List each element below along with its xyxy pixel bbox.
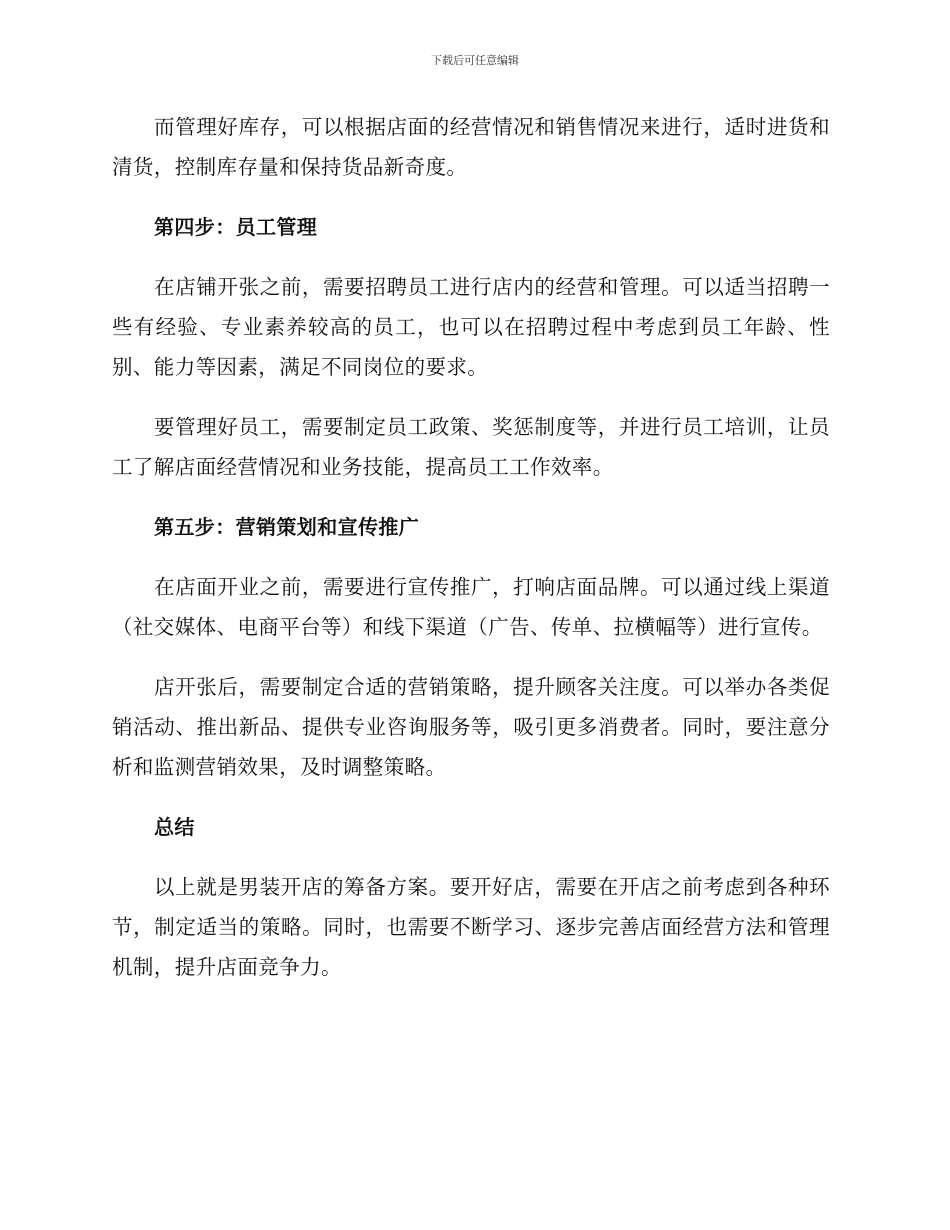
paragraph-marketing-strategy: 店开张后，需要制定合适的营销策略，提升顾客关注度。可以举办各类促销活动、推出新品、提供专业咨询服务等，吸引更多消费者。同时，要注意分析和监测营销效果，及时调整策略。 xyxy=(112,675,830,779)
paragraph-recruiting: 在店铺开张之前，需要招聘员工进行店内的经营和管理。可以适当招聘一些有经验、专业素养较高的员工，也可以在招聘过程中考虑到员工年龄、性别、能力等因素，满足不同岗位的要求。 xyxy=(112,275,830,379)
page-header: 下载后可任意编辑 xyxy=(431,54,519,67)
paragraph-promotion: 在店面开业之前，需要进行宣传推广，打响店面品牌。可以通过线上渠道（社交媒体、电商平台等）和线下渠道（广告、传单、拉横幅等）进行宣传。 xyxy=(112,575,830,639)
heading-step5-marketing: 第五步：营销策划和宣传推广 xyxy=(154,515,420,539)
paragraph-inventory: 而管理好库存，可以根据店面的经营情况和销售情况来进行，适时进货和清货，控制库存量和保持货品新奇度。 xyxy=(112,115,830,179)
paragraph-summary: 以上就是男装开店的筹备方案。要开好店，需要在开店之前考虑到各种环节，制定适当的策略。同时，也需要不断学习、逐步完善店面经营方法和管理机制，提升店面竞争力。 xyxy=(112,875,830,979)
document-body xyxy=(112,107,830,1007)
paragraph-staff-management: 要管理好员工，需要制定员工政策、奖惩制度等，并进行员工培训，让员工了解店面经营情况和业务技能，提高员工工作效率。 xyxy=(112,415,830,479)
heading-summary: 总结 xyxy=(154,815,195,839)
heading-step4-staff: 第四步：员工管理 xyxy=(154,215,318,239)
